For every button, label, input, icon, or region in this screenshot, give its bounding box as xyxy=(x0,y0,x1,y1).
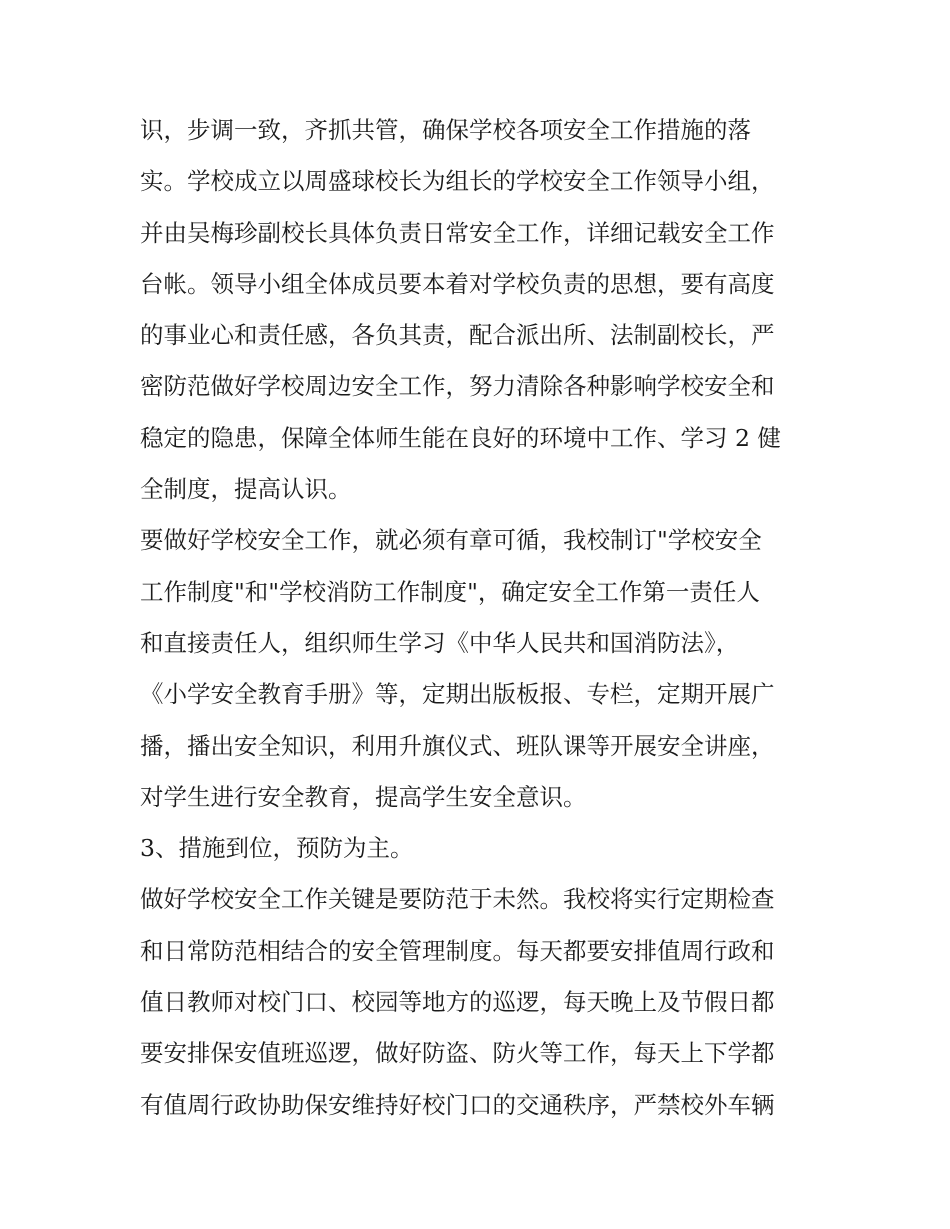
text-line: 稳定的隐患，保障全体师生能在良好的环境中工作、学习 2 健 xyxy=(140,423,781,452)
text-line: 和直接责任人，组织师生学习《中华人民共和国消防法》， xyxy=(140,628,740,657)
section-heading: 3、措施到位，预防为主。 xyxy=(140,834,414,863)
text-line: 的事业心和责任感，各负其责，配合派出所、法制副校长，严 xyxy=(140,321,775,350)
text-line: 《小学安全教育手册》等，定期出版板报、专栏，定期开展广 xyxy=(140,680,775,709)
text-line: 工作制度"和"学校消防工作制度"，确定安全工作第一责任人 xyxy=(140,577,760,606)
text-line: 做好学校安全工作关键是要防范于未然。我校将实行定期检查 xyxy=(140,885,775,914)
text-line: 有值周行政协助保安维持好校门口的交通秩序，严禁校外车辆 xyxy=(140,1090,775,1119)
text-line: 密防范做好学校周边安全工作，努力清除各种影响学校安全和 xyxy=(140,372,775,401)
text-line: 播，播出安全知识，利用升旗仪式、班队课等开展安全讲座， xyxy=(140,731,775,760)
document-body xyxy=(140,105,820,1131)
text-line: 识，步调一致，齐抓共管，确保学校各项安全工作措施的落 xyxy=(140,116,751,144)
text-line: 台帐。领导小组全体成员要本着对学校负责的思想，要有高度 xyxy=(140,269,775,298)
text-line: 值日教师对校门口、校园等地方的巡逻，每天晚上及节假日都 xyxy=(140,988,775,1017)
text-line: 要做好学校安全工作，就必须有章可循，我校制订"学校安全 xyxy=(140,526,762,555)
text-line: 全制度，提高认识。 xyxy=(140,475,352,504)
text-line: 对学生进行安全教育，提高学生安全意识。 xyxy=(140,782,587,811)
text-line: 和日常防范相结合的安全管理制度。每天都要安排值周行政和 xyxy=(140,936,775,965)
text-line: 并由吴梅珍副校长具体负责日常安全工作，详细记载安全工作 xyxy=(140,218,775,247)
text-line: 实。学校成立以周盛球校长为组长的学校安全工作领导小组， xyxy=(140,167,775,196)
text-line: 要安排保安值班巡逻，做好防盗、防火等工作，每天上下学都 xyxy=(140,1039,775,1068)
